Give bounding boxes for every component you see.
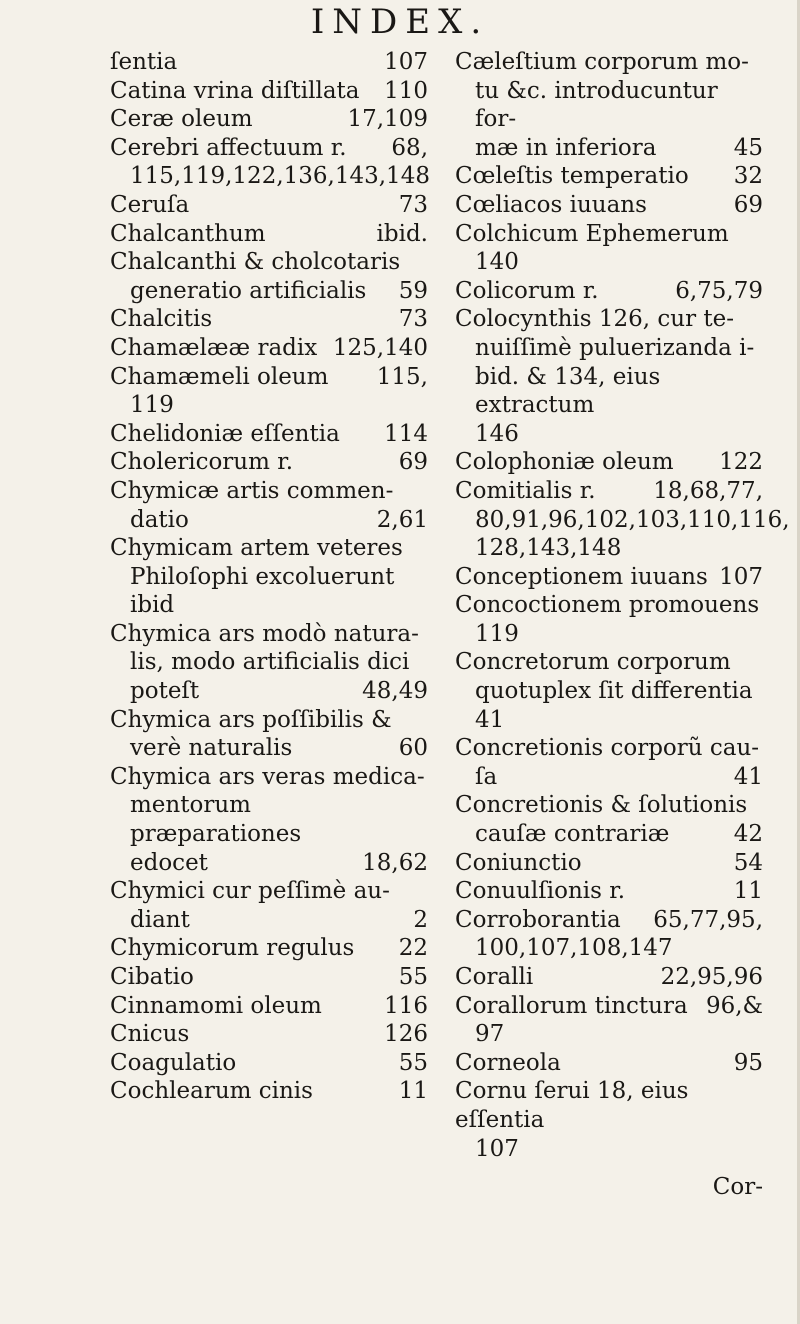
entry-text: Cornu ſerui 18, eius eſſentia [455,1078,689,1133]
entry-continuation-text: 119 [130,392,174,419]
entry-text: Cochlearum cinis [110,1078,313,1105]
page-reference: 65,77,95, [653,906,763,933]
entry-text: Colophoniæ oleum [455,449,674,476]
index-entry-continuation [110,791,428,848]
index-entry-continuation [110,563,428,592]
index-entry [110,248,428,277]
index-entry-continuation [455,134,763,163]
entry-continuation-text: 146 [475,420,519,447]
page-reference: 114 [384,420,428,447]
entry-text: Cœliacos iuuans [455,191,647,218]
index-entry [455,877,763,906]
entry-text: Catina vrina diſtillata [110,77,360,104]
entry-continuation-text: lis, modo artificialis dici [130,649,410,676]
index-entry [110,334,428,363]
index-entry-continuation [110,849,428,878]
entry-continuation-text: 97 [475,1021,505,1048]
page-reference: 115, [376,363,428,390]
index-entry [455,648,763,677]
page-reference: 11 [733,878,763,905]
index-entry [110,877,428,906]
index-entry [110,77,428,106]
index-entry [110,763,428,792]
entry-text: Chymica ars modò natura- [110,620,419,647]
entry-text: Colocynthis 126, cur te- [455,306,735,333]
page-reference: 73 [398,306,428,333]
index-entry [110,305,428,334]
page-reference: 2 [413,906,428,933]
entry-continuation-text: edocet [130,849,208,876]
index-entry [110,448,428,477]
index-entry-continuation [455,1135,763,1164]
entry-text: Chymici cur peſſimè au- [110,878,390,905]
entry-text: Chymicæ artis commen- [110,477,394,504]
index-entry [455,305,763,334]
index-entry-continuation [110,734,428,763]
index-entry [110,191,428,220]
entry-text: Cnicus [110,1021,190,1048]
index-entry [455,1049,763,1078]
index-entry-continuation [455,1020,763,1049]
entry-continuation-text: 100,107,108,147 [475,935,673,962]
page-reference: 55 [398,1049,428,1076]
page-reference: 73 [398,191,428,218]
index-entry [110,105,428,134]
index-entry-continuation [455,820,763,849]
index-entry [110,134,428,163]
index-entry [455,162,763,191]
entry-text: Ceræ oleum [110,106,253,133]
entry-text: Chymicam artem veteres [110,535,403,562]
entry-text: Chelidoniæ eſſentia [110,420,340,447]
entry-text: Cœleſtis temperatio [455,163,689,190]
index-entry [455,563,763,592]
index-entry [110,420,428,449]
page-reference: 32 [733,163,763,190]
entry-continuation-text: mentorum præparationes [130,792,302,848]
entry-continuation-text: tu &c. introducuntur for- [475,77,718,133]
page-reference: 69 [398,449,428,476]
entry-text: Conceptionem iuuans [455,563,708,590]
page-reference: 17,109 [347,106,428,133]
page-reference: 126 [384,1021,428,1048]
index-entry-continuation [455,77,763,134]
index-entry [110,1049,428,1078]
entry-text: Chymica ars veras medica- [110,763,425,790]
index-entry-continuation [455,763,763,792]
index-entry [455,220,763,249]
entry-continuation-text: 128,143,148 [475,535,622,562]
index-entry [110,963,428,992]
entry-text: Cinnamomi oleum [110,992,322,1019]
entry-text: Concoctionem promouens [455,592,760,619]
entry-text: ſentia [110,49,178,75]
index-entry [110,534,428,563]
entry-text: Cerebri affectuum r. [110,134,347,161]
entry-continuation-text: 115,119,122,136,143,148 [130,163,430,190]
entry-text: Chymicorum regulus [110,935,355,962]
index-entry [455,963,763,992]
entry-text: Corroborantia [455,906,621,933]
index-entry [455,591,763,620]
index-entry-continuation [110,591,428,620]
index-entry-continuation [110,506,428,535]
entry-continuation-text: generatio artificialis [130,277,367,304]
index-entry-continuation [110,648,428,677]
index-entry-continuation [110,677,428,706]
entry-text: Cæleſtium corporum mo- [455,49,749,75]
index-entry [455,1077,763,1134]
catchword-text: Cor- [712,1174,763,1201]
index-entry [455,992,763,1021]
entry-continuation-text: 80,91,96,102,103,110,116, [475,506,790,533]
index-entry-continuation [110,162,428,191]
index-entry [110,220,428,249]
index-entry-continuation [455,534,763,563]
page-reference: 45 [733,134,763,161]
entry-text: Colchicum Ephemerum [455,220,729,247]
entry-continuation-text: datio [130,506,189,533]
entry-continuation-text: cauſæ contrariæ [475,821,670,848]
index-entry-continuation [455,420,763,449]
page-reference: 41 [733,763,763,790]
index-entry [110,1077,428,1106]
right-column [455,48,790,1202]
entry-continuation-text: 41 [475,706,505,733]
entry-continuation-text: ſa [475,763,498,790]
entry-text: Concretorum corporum [455,649,731,676]
entry-continuation-text: 107 [475,1135,519,1162]
index-entry [110,48,428,77]
index-entry [455,477,763,506]
entry-continuation-text: quotuplex ſit differentia [475,678,753,705]
entry-text: Chalcanthi & cholcotaris [110,249,401,276]
index-entry-continuation [110,277,428,306]
page-reference: 42 [733,821,763,848]
entry-text: Coagulatio [110,1049,237,1076]
page-reference: 48,49 [362,678,428,705]
index-entry [110,706,428,735]
index-entry [110,363,428,392]
page-reference: 125,140 [332,334,428,361]
entry-text: Concretionis & ſolutionis [455,792,748,819]
index-entry [110,934,428,963]
page-reference: 18,68,77, [653,477,763,504]
catchword [455,1173,763,1202]
page-reference: 110 [384,77,428,104]
index-entry [455,48,763,77]
entry-continuation-text: mæ in inferiora [475,134,657,161]
page-reference: 55 [398,964,428,990]
page-header: INDEX. [310,2,490,42]
entry-continuation-text: Philoſophi excoluerunt [130,563,395,590]
entry-text: Colicorum r. [455,277,599,304]
entry-continuation-text: 140 [475,249,519,276]
index-entry-continuation [455,363,763,420]
index-entry [110,992,428,1021]
left-column [110,48,428,1106]
index-entry-continuation [110,906,428,935]
page-reference: 107 [384,49,428,75]
page-reference: 18,62 [362,849,428,876]
entry-text: Corneola [455,1049,561,1076]
page-reference: 54 [733,849,763,876]
page-reference: 6,75,79 [675,277,763,304]
entry-continuation-text: verè naturalis [130,735,293,762]
entry-text: Chalcitis [110,306,213,333]
entry-continuation-text: poteſt [130,678,200,705]
index-entry-continuation [455,706,763,735]
index-entry-continuation [455,334,763,363]
index-entry [455,191,763,220]
page-reference: 96,& [705,992,763,1019]
index-entry-continuation [455,934,763,963]
entry-continuation-text: 119 [475,620,519,647]
index-entry [455,448,763,477]
page-reference: 59 [398,277,428,304]
entry-text: Ceruſa [110,191,190,218]
entry-text: Corallorum tinctura [455,992,688,1019]
index-entry [110,1020,428,1049]
entry-text: Cibatio [110,964,194,990]
index-entry [455,734,763,763]
entry-continuation-text: diant [130,906,190,933]
entry-text: Chymica ars poſſibilis & [110,706,392,733]
index-entry [110,477,428,506]
entry-text: Concretionis corporũ cau- [455,735,760,762]
index-entry-continuation [455,506,790,535]
page-reference: 122 [719,449,763,476]
page-reference: 11 [398,1078,428,1105]
page-reference: 22,95,96 [660,964,763,990]
index-entry-continuation [455,677,763,706]
page-reference: 2,61 [376,506,428,533]
index-entry [110,620,428,649]
index-entry-continuation [455,620,763,649]
entry-text: Comitialis r. [455,477,596,504]
index-entry [455,277,763,306]
index-entry [455,849,763,878]
entry-text: Cholericorum r. [110,449,294,476]
entry-text: Conuulſionis r. [455,878,626,905]
page-reference: 95 [733,1049,763,1076]
index-entry [455,906,763,935]
entry-continuation-text: ibid [130,592,175,619]
page-reference: 60 [398,735,428,762]
page-reference: 22 [398,935,428,962]
index-entry-continuation [110,391,428,420]
index-entry [455,791,763,820]
entry-continuation-text: nuiſſimè puluerizanda i- [475,334,755,361]
page-reference: 107 [719,563,763,590]
page-reference: 68, [391,134,428,161]
entry-continuation-text: bid. & 134, eius extractum [475,363,661,419]
page-reference: 69 [733,191,763,218]
entry-text: Chamæmeli oleum [110,363,329,390]
index-entry-continuation [455,248,763,277]
entry-text: Coralli [455,964,534,990]
entry-text: Chamælææ radix [110,334,318,361]
entry-text: Coniunctio [455,849,582,876]
page-reference: ibid. [376,220,428,247]
entry-text: Chalcanthum [110,220,266,247]
page-reference: 116 [384,992,428,1019]
